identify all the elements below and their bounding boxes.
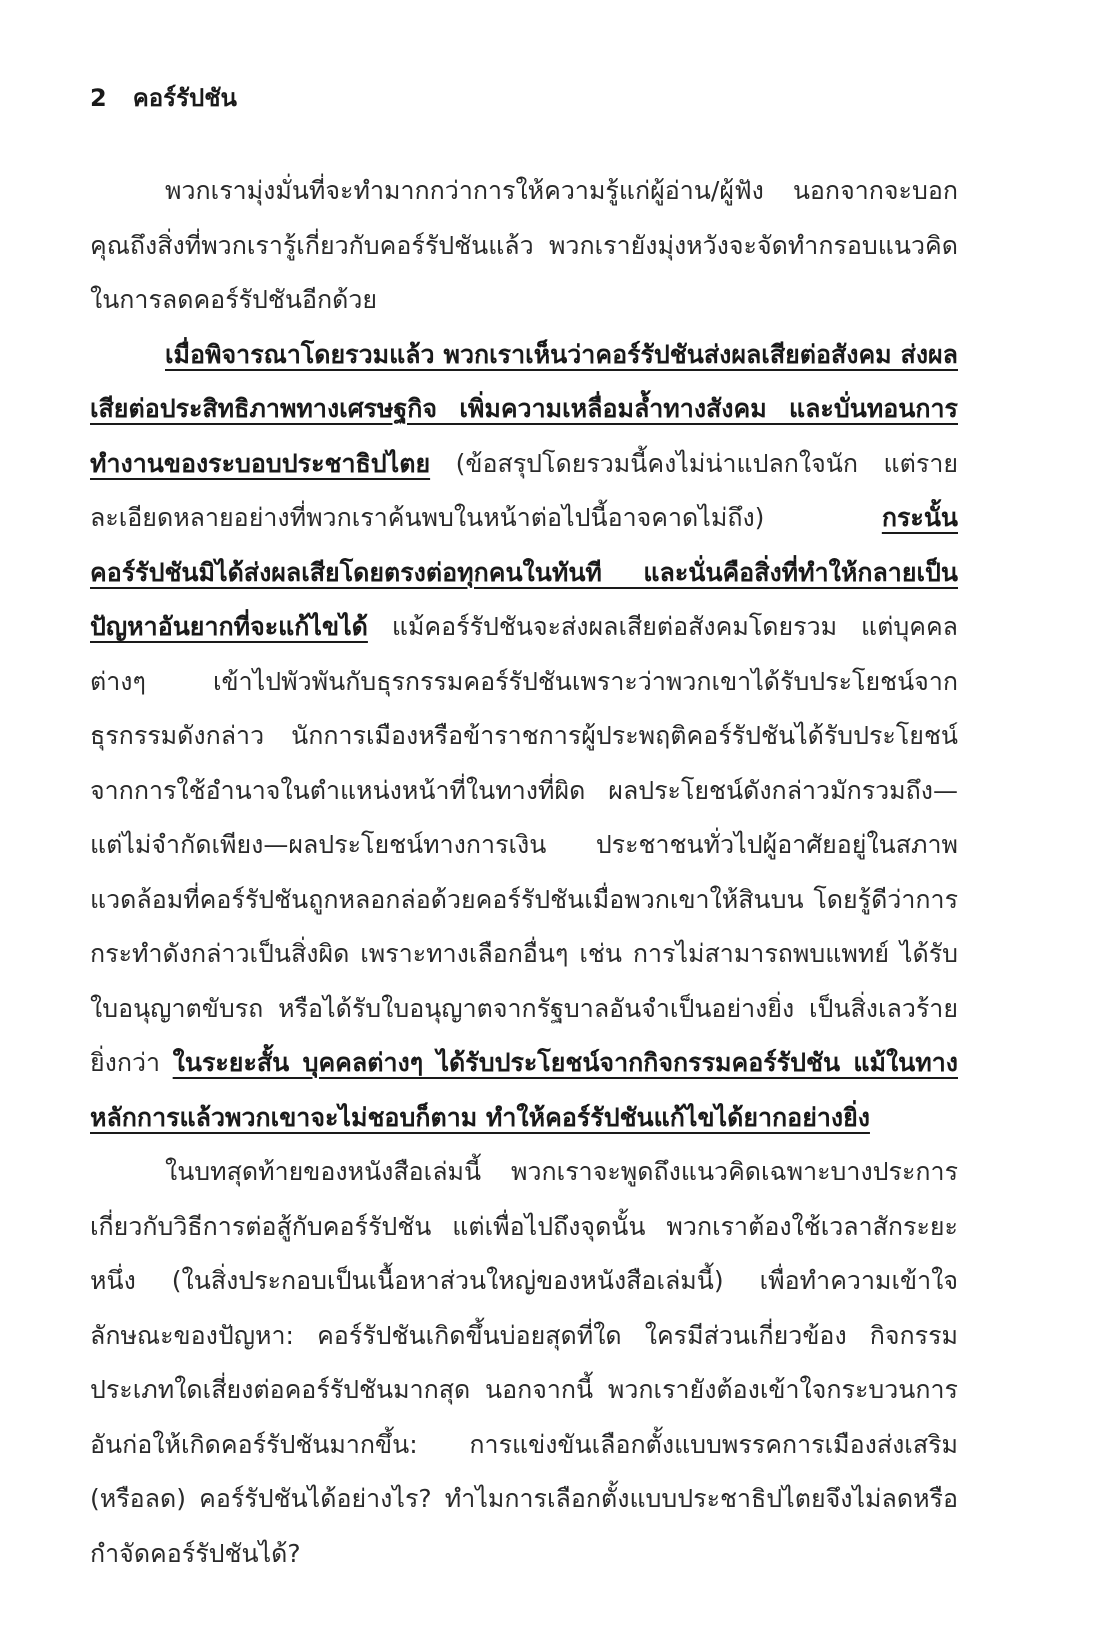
paragraph-2 — [90, 328, 958, 1146]
text-segment: แม้คอร์รัปชันจะส่งผลเสียต่อสังคมโดยรวม แต่บุคคลต่างๆ เข้าไปพัวพันกับธุรกรรมคอร์รัปชันเพราะว่าพวกเขาได้รับประโยชน์จากธุรกรรมดังกล่าว นักการเมืองหรือข้าราชการผู้ประพฤติคอร์รัปชันได้รับประโยชน์จากการใช้อำนาจในตำแหน่งหน้าที่ในทางที่ผิด ผลประโยชน์ดังกล่าวมักรวมถึง—แต่ไม่จำกัดเพียง—ผลประโยชน์ทางการเงิน ประชาชนทั่วไปผู้อาศัยอยู่ในสภาพแวดล้อมที่คอร์รัปชันถูกหลอกล่อด้วยคอร์รัปชันเมื่อพวกเขาให้สินบน โดยรู้ดีว่าการกระทำดังกล่าวเป็นสิ่งผิด เพราะทางเลือกอื่นๆ เช่น การไม่สามารถพบแพทย์ ได้รับใบอนุญาตขับรถ หรือได้รับใบอนุญาตจากรัฐบาลอันจำเป็นอย่างยิ่ง เป็นสิ่งเลวร้ายยิ่งกว่า — [90, 612, 958, 1077]
body-text — [90, 164, 958, 1581]
emphasized-text: กระนั้น คอร์รัปชันมิได้ส่งผลเสียโดยตรงต่อทุกคนในทันที และนั่นคือสิ่งที่ทำให้กลายเป็นปัญหาอันยากที่จะแก้ไขได้ — [90, 503, 958, 641]
running-title: คอร์รัปชัน — [132, 84, 237, 112]
text-segment: (ข้อสรุปโดยรวมนี้คงไม่น่าแปลกใจนัก แต่รายละเอียดหลายอย่างที่พวกเราค้นพบในหน้าต่อไปนี้อาจคาดไม่ถึง) — [90, 448, 958, 532]
emphasized-text: ในระยะสั้น บุคคลต่างๆ ได้รับประโยชน์จากกิจกรรมคอร์รัปชัน แม้ในทางหลักการแล้วพวกเขาจะไม่ชอบก็ตาม ทำให้คอร์รัปชันแก้ไขได้ยากอย่างยิ่ง — [90, 1048, 958, 1132]
text-segment: ในบทสุดท้ายของหนังสือเล่มนี้ พวกเราจะพูดถึงแนวคิดเฉพาะบางประการเกี่ยวกับวิธีการต่อสู้กับคอร์รัปชัน แต่เพื่อไปถึงจุดนั้น พวกเราต้องใช้เวลาสักระยะหนึ่ง (ในสิ่งประกอบเป็นเนื้อหาส่วนใหญ่ของหนังสือเล่มนี้) เพื่อทำความเข้าใจลักษณะของปัญหา: คอร์รัปชันเกิดขึ้นบ่อยสุดที่ใด ใครมีส่วนเกี่ยวข้อง กิจกรรมประเภทใดเสี่ยงต่อคอร์รัปชันมากสุด นอกจากนี้ พวกเรายังต้องเข้าใจกระบวนการอันก่อให้เกิดคอร์รัปชันมากขึ้น: การแข่งขันเลือกตั้งแบบพรรคการเมืองส่งเสริม (หรือลด) คอร์รัปชันได้อย่างไร? ทำไมการเลือกตั้งแบบประชาธิปไตยจึงไม่ลดหรือกำจัดคอร์รัปชันได้? — [90, 1157, 958, 1568]
running-header — [90, 78, 237, 117]
text-segment: พวกเรามุ่งมั่นที่จะทำมากกว่าการให้ความรู้แก่ผู้อ่าน/ผู้ฟัง นอกจากจะบอกคุณถึงสิ่งที่พวกเรารู้เกี่ยวกับคอร์รัปชันแล้ว พวกเรายังมุ่งหวังจะจัดทำกรอบแนวคิดในการลดคอร์รัปชันอีกด้วย — [90, 176, 958, 314]
page-number: 2 — [90, 84, 107, 112]
paragraph-1 — [90, 164, 958, 328]
paragraph-3 — [90, 1145, 958, 1581]
emphasized-text: เมื่อพิจารณาโดยรวมแล้ว พวกเราเห็นว่าคอร์รัปชันส่งผลเสียต่อสังคม ส่งผลเสียต่อประสิทธิภาพทางเศรษฐกิจ เพิ่มความเหลื่อมล้ำทางสังคม และบั่นทอนการทำงานของระบอบประชาธิปไตย — [90, 339, 958, 478]
